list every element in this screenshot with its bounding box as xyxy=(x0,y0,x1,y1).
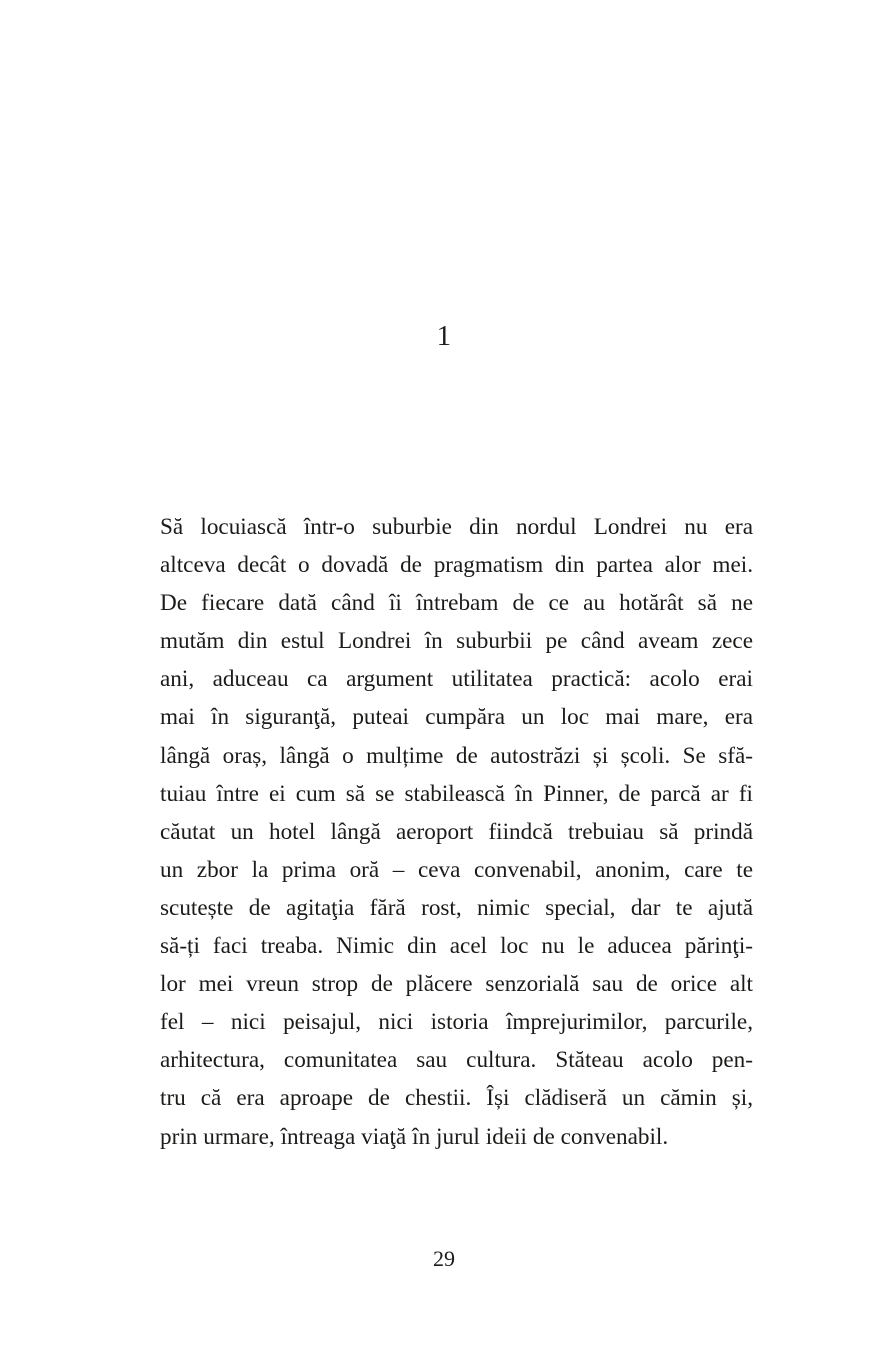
body-line: scutește de agitaţia fără rost, nimic special, dar te ajută xyxy=(160,894,753,921)
body-line: De fiecare dată când îi întrebam de ce au hotărât să ne xyxy=(160,590,753,617)
body-line: căutat un hotel lângă aeroport fiindcă trebuiau să prindă xyxy=(160,818,753,845)
body-line: Să locuiască într-o suburbie din nordul Londrei nu era xyxy=(160,514,753,540)
body-line: mutăm din estul Londrei în suburbii pe când aveam zece xyxy=(160,628,753,655)
body-line: altceva decât o dovadă de pragmatism din partea alor mei. xyxy=(160,552,753,579)
body-line: lângă oraș, lângă o mulțime de autostrăzi și școli. Se sfă- xyxy=(160,742,753,769)
body-line: fel – nici peisajul, nici istoria împrejurimilor, parcurile, xyxy=(160,1009,753,1036)
body-text-block xyxy=(160,508,753,1156)
body-line: să-ți faci treaba. Nimic din acel loc nu le aducea părinţi- xyxy=(160,933,753,960)
chapter-number: 1 xyxy=(436,320,452,352)
body-line: ani, aduceau ca argument utilitatea practică: acolo erai xyxy=(160,666,753,693)
page-number: 29 xyxy=(433,1246,455,1271)
body-line: un zbor la prima oră – ceva convenabil, anonim, care te xyxy=(160,856,753,883)
body-line: tru că era aproape de chestii. Își clădiseră un cămin și, xyxy=(160,1085,753,1112)
body-line: mai în siguranţă, puteai cumpăra un loc mai mare, era xyxy=(160,704,753,731)
body-line: arhitectura, comunitatea sau cultura. Stăteau acolo pen- xyxy=(160,1047,753,1074)
body-line: tuiau între ei cum să se stabilească în Pinner, de parcă ar fi xyxy=(160,780,753,807)
body-line: lor mei vreun strop de plăcere senzorială sau de orice alt xyxy=(160,971,753,998)
body-line: prin urmare, întreaga viaţă în jurul ideii de convenabil. xyxy=(160,1123,669,1150)
body-paragraph xyxy=(160,508,753,1156)
